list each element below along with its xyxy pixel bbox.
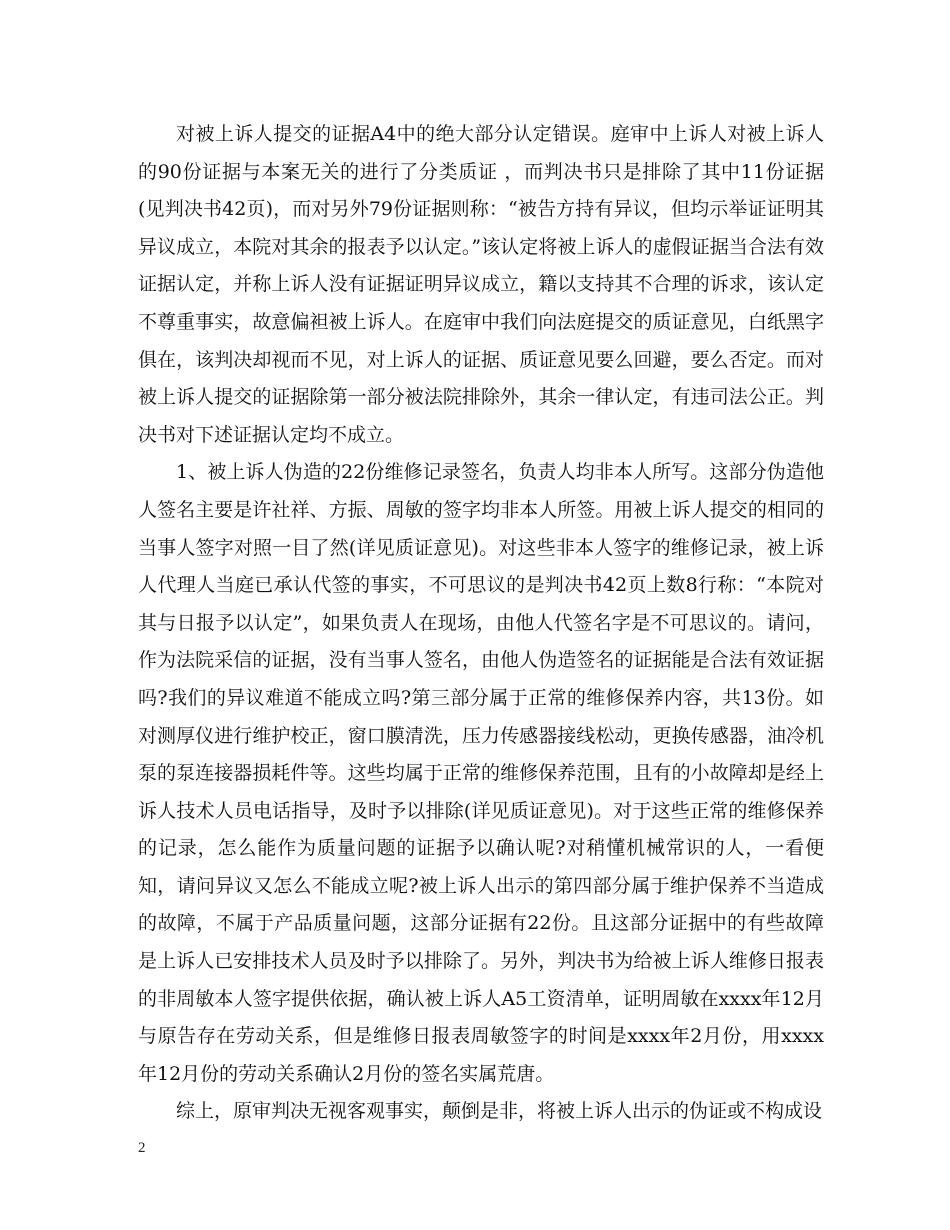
paragraph-forged-signatures: 1、被上诉人伪造的22份维修记录签名，负责人均非本人所写。这部分伪造他人签名主要是许社祥、方振、周敏的签字均非本人所签。用被上诉人提交的相同的当事人签字对照一目了然(详见质证意见)。对这些非本人签字的维修记录，被上诉人代理人当庭已承认代签的事实，不可思议的是判决书42页上数8行称：“本院对其与日报予以认定”，如果负责人在现场，由他人代签名字是不可思议的。请问，作为法院采信的证据，没有当事人签名，由他人伪造签名的证据能是合法有效证据吗?我们的异议难道不能成立吗?第三部分属于正常的维修保养内容，共13份。如对测厚仪进行维护校正，窗口膜清洗，压力传感器接线松动，更换传感器，油冷机泵的泵连接器损耗件等。这些均属于正常的维修保养范围，且有的小故障却是经上诉人技术人员电话指导，及时予以排除(详见质证意见)。对于这些正常的维修保养的记录，怎么能作为质量问题的证据予以确认呢?对稍懂机械常识的人，一看便知，请问异议又怎么不能成立呢?被上诉人出示的第四部分属于维护保养不当造成的故障，不属于产品质量问题，这部分证据有22份。且这部分证据中的有些故障是上诉人已安排技术人员及时予以排除了。另外，判决书为给被上诉人维修日报表的非周敏本人签字提供依据，确认被上诉人A5工资清单，证明周敏在xxxx年12月与原告存在劳动关系，但是维修日报表周敏签字的时间是xxxx年2月份，用xxxx年12月份的劳动关系确认2月份的签名实属荒唐。	[138, 461, 824, 1085]
document-body	[138, 116, 824, 1131]
paragraph-summary: 综上，原审判决无视客观事实，颠倒是非，将被上诉人出示的伪证或不构成设	[176, 1100, 823, 1123]
page-number: 2	[138, 1140, 146, 1156]
paragraph-evidence-a4: 对被上诉人提交的证据A4中的绝大部分认定错误。庭审中上诉人对被上诉人的90份证据与本案无关的进行了分类质证 ，而判决书只是排除了其中11份证据(见判决书42页)，而对另外79份证据则称：“被告方持有异议，但均示举证证明其异议成立，本院对其余的报表予以认定。”该认定将被上诉人的虚假证据当合法有效证据认定，并称上诉人没有证据证明异议成立，籍以支持其不合理的诉求，该认定不尊重事实，故意偏袒被上诉人。在庭审中我们向法庭提交的质证意见，白纸黑字俱在，该判决却视而不见，对上诉人的证据、质证意见要么回避，要么否定。而对被上诉人提交的证据除第一部分被法院排除外，其余一律认定，有违司法公正。判决书对下述证据认定均不成立。	[138, 123, 824, 446]
